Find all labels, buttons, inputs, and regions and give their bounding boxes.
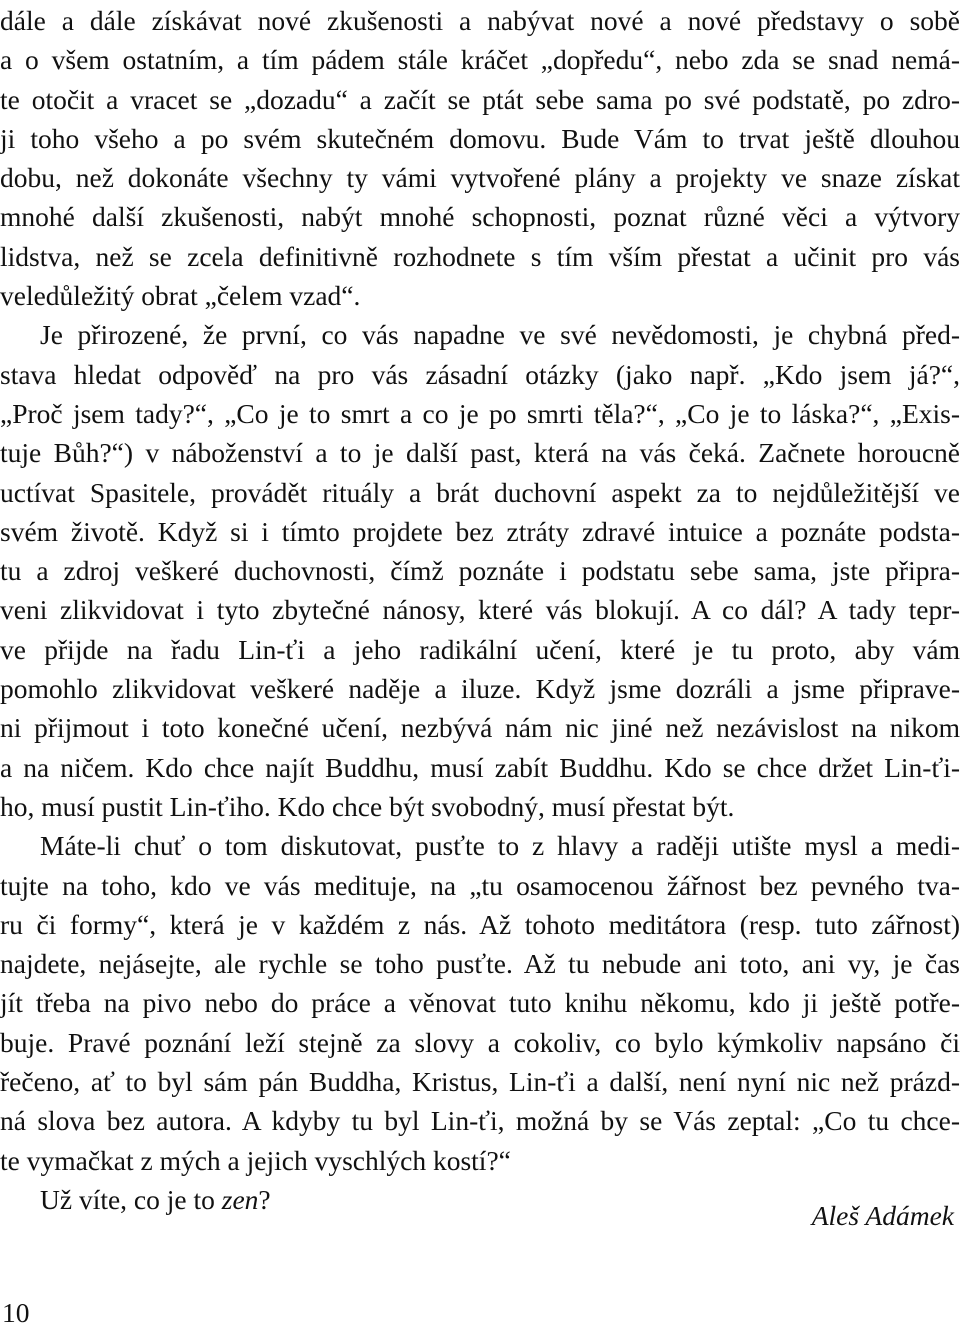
paragraph-3-line: Máte-li chuť o tom diskutovat, pusťte to z hlavy a raději utište mysl a medi-	[40, 830, 960, 862]
paragraph-1-line: dále a dále získávat nové zkušenosti a nabývat nové a nové představy o sobě	[0, 5, 960, 36]
paragraph-2-line: veni zlikvidovat i tyto zbytečné nánosy, které vás blokují. A co dál? A tady tepr-	[0, 594, 960, 626]
paragraph-2-line: ho, musí pustit Lin-ťiho. Kdo chce být svobodný, musí přestat být.	[0, 790, 735, 822]
paragraph-3-line: řečeno, ať to byl sám pán Buddha, Kristus, Lin-ťi a další, není nyní nic než prázd-	[0, 1066, 960, 1098]
paragraph-1-line: dobu, než dokonáte všechny ty vámi vytvořené plány a projekty ve snaze získat	[0, 162, 960, 194]
paragraph-3-line: jít třeba na pivo nebo do práce a věnovat tuto knihu někomu, kdo ji ještě potře-	[0, 987, 960, 1019]
paragraph-1-line: mnohé další zkušenosti, nabýt mnohé schopnosti, poznat různé věci a výtvory	[0, 201, 960, 233]
paragraph-2-line: stava hledat odpověď na pro vás zásadní otázky (jako např. „Kdo jsem já?“,	[0, 358, 960, 390]
paragraph-3-line: tujte na toho, kdo ve vás medituje, na „tu osamocenou žářnost bez pevného tva-	[0, 869, 960, 901]
paragraph-2-line: „Proč jsem tady?“, „Co je to smrt a co je po smrti těla?“, „Co je to láska?“, „Exis-	[0, 397, 960, 429]
paragraph-1-line: a o všem ostatním, a tím pádem stále kráčet „dopředu“, nebo zda se snad nemá-	[0, 44, 960, 76]
paragraph-2-line: uctívat Spasitele, provádět rituály a brát duchovní aspekt za to nejdůležitější ve	[0, 476, 960, 508]
author-signature: Aleš Adámek	[811, 1200, 954, 1231]
paragraph-3-line: najdete, nejásejte, ale rychle se toho pusťte. Až tu nebude ani toto, ani vy, je čas	[0, 948, 960, 980]
paragraph-1-line: lidstva, než se zcela definitivně rozhodnete s tím vším přestat a učinit pro vás	[0, 240, 960, 272]
paragraph-3-line: te vymačkat z mých a jejich vyschlých kostí?“	[0, 1144, 511, 1176]
paragraph-1-line: te otočit a vracet se „dozadu“ a začít se ptát sebe sama po své podstatě, po zdro-	[0, 83, 960, 115]
paragraph-2-line: a na ničem. Kdo chce najít Buddhu, musí zabít Buddhu. Kdo se chce držet Lin-ťi-	[0, 751, 960, 783]
paragraph-2-line: svém životě. Když si i tímto projdete bez ztráty zdravé intuice a poznáte podsta-	[0, 515, 960, 547]
paragraph-2-line: ve přijde na řadu Lin-ťi a jeho radikální učení, které je tu proto, aby vám	[0, 633, 960, 665]
paragraph-4-suffix: ?	[258, 1183, 271, 1215]
paragraph-1-line: veledůležitý obrat „čelem vzad“.	[0, 280, 361, 312]
paragraph-3-line: buje. Pravé poznání leží stejně za slovy a cokoliv, co bylo kýmkoliv napsáno či	[0, 1026, 960, 1058]
page-number: 10	[2, 1297, 30, 1328]
paragraph-3-line: ru či formy“, která je v každém z nás. Až tohoto meditátora (resp. tuto zářnost)	[0, 908, 960, 940]
zen-emphasis: zen	[221, 1183, 259, 1215]
paragraph-2-line: tu a zdroj veškeré duchovnosti, čímž poznáte i podstatu sebe sama, jste připra-	[0, 555, 960, 587]
paragraph-2-line: tuje Bůh?“) v náboženství a to je další past, která na vás čeká. Začnete horoucně	[0, 437, 960, 469]
paragraph-2-line: ni přijmout i toto konečné učení, nezbývá nám nic jiné než nezávislost na nikom	[0, 712, 960, 744]
paragraph-2-line: Je přirozené, že první, co vás napadne ve své nevědomosti, je chybná před-	[40, 319, 960, 351]
paragraph-1-line: ji toho všeho a po svém skutečném domovu. Bude Vám to trvat ještě dlouhou	[0, 122, 960, 154]
body-text	[0, 1, 960, 1219]
paragraph-2-line: pomohlo zlikvidovat veškeré naděje a iluze. Když jsme dozráli a jsme připrave-	[0, 673, 960, 705]
paragraph-4-prefix: Už víte, co je to	[40, 1183, 222, 1215]
paragraph-3-line: ná slova bez autora. A kdyby tu byl Lin-ťi, možná by se Vás zeptal: „Co tu chce-	[0, 1105, 960, 1137]
